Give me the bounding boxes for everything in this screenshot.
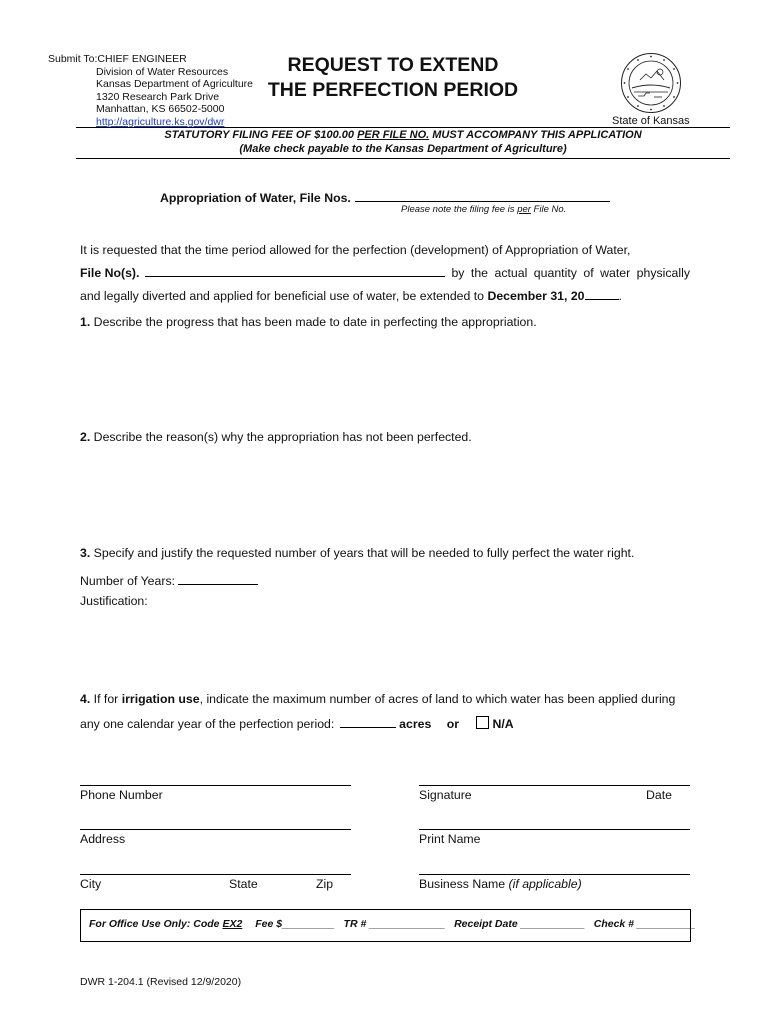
fee-payable-note: (Make check payable to the Kansas Department of Agriculture) [239, 142, 567, 155]
note-text-end: File No. [530, 204, 567, 215]
q4-line-2: any one calendar year of the perfection period: [80, 717, 335, 731]
years-label: Number of Years: [80, 574, 176, 588]
office-receipt-date: Receipt Date ___________ [454, 918, 585, 930]
signature-label: Signature [419, 788, 472, 802]
q3-text: Specify and justify the requested number of years that will be needed to fully perfect the water right. [90, 546, 635, 560]
form-title [262, 53, 524, 103]
address-line: Division of Water Resources [96, 65, 229, 78]
city-label: City [80, 877, 102, 891]
address-line-field[interactable] [80, 829, 351, 830]
business-name-note: (if applicable) [508, 877, 582, 891]
request-text-1: It is requested that the time period allowed for the perfection (development) of Appropriation of Water, [80, 243, 631, 257]
acres-label: acres [399, 717, 432, 731]
na-option[interactable] [476, 717, 513, 731]
mailing-address [48, 53, 253, 129]
code-value: EX2 [222, 918, 243, 930]
state-field-label: State [229, 877, 258, 891]
period: . [618, 289, 622, 303]
appropriation-file-nos [160, 189, 610, 205]
fee-per-file: PER FILE NO. [357, 129, 430, 141]
note-text: Please note the filing fee is [401, 204, 518, 215]
acres-row [80, 715, 514, 731]
addressee: CHIEF ENGINEER [97, 53, 187, 65]
print-name-line[interactable] [419, 829, 690, 830]
q1-answer-area[interactable] [80, 335, 690, 425]
file-nos-inline-field[interactable] [145, 264, 445, 277]
q4-irrigation: irrigation use [121, 692, 200, 706]
office-use-box [80, 909, 696, 942]
date-label: Date [646, 788, 672, 802]
years-field[interactable] [178, 572, 258, 585]
or-label: or [446, 717, 460, 731]
year-field[interactable] [585, 287, 619, 300]
office-use-label: For Office Use Only [89, 918, 187, 930]
header-rule-top [76, 127, 730, 128]
print-name-label: Print Name [419, 832, 481, 846]
q4-text-end: , indicate the maximum number of acres of land to which water has been applied during [199, 692, 676, 706]
justification-answer-area[interactable] [80, 612, 690, 682]
kansas-state-seal-icon [620, 52, 682, 114]
zip-label: Zip [316, 877, 334, 891]
address-line: Kansas Department of Agriculture [96, 78, 253, 91]
na-label: N/A [492, 717, 514, 731]
code-label: : Code [186, 918, 223, 930]
q4-text: If for [90, 692, 122, 706]
request-text-3: and legally diverted and applied for beneficial use of water, be extended to [80, 289, 488, 303]
q1-text: Describe the progress that has been made to date in perfecting the appropriation. [90, 315, 537, 329]
file-nos-label: File No(s). [80, 266, 140, 280]
q3-number: 3. [80, 546, 91, 560]
signature-line[interactable] [419, 785, 690, 786]
address-line: 1320 Research Park Drive [96, 90, 220, 103]
december-date-label: December 31, 20 [487, 289, 585, 303]
filing-fee-notice [76, 129, 730, 156]
question-2 [80, 430, 472, 444]
header-rule-bottom [76, 158, 730, 159]
appropriation-label: Appropriation of Water, File Nos. [160, 191, 351, 205]
dwr-website-link[interactable]: http://agriculture.ks.gov/dwr [96, 115, 225, 128]
state-label: State of Kansas [612, 115, 690, 127]
phone-line[interactable] [80, 785, 351, 786]
question-3 [80, 546, 634, 560]
request-text-2: by the actual quantity of water physically [451, 266, 690, 280]
q1-number: 1. [80, 315, 91, 329]
note-per: per [517, 204, 531, 215]
q2-answer-area[interactable] [80, 450, 690, 540]
office-fee: Fee $_________ [255, 918, 335, 930]
city-state-zip-line[interactable] [80, 874, 351, 875]
address-line: Manhattan, KS 66502-5000 [96, 103, 225, 116]
form-footer: DWR 1-204.1 (Revised 12/9/2020) [80, 976, 242, 988]
years-row [80, 572, 258, 588]
office-tr: TR # _____________ [343, 918, 446, 930]
q4-number: 4. [80, 692, 91, 706]
question-1 [80, 315, 537, 329]
business-name-line[interactable] [419, 874, 690, 875]
address-label: Address [80, 832, 126, 846]
office-check: Check # __________ [593, 918, 696, 930]
justification-label: Justification: [80, 594, 148, 608]
q2-text: Describe the reason(s) why the appropriation has not been perfected. [90, 430, 472, 444]
business-name-label [419, 877, 582, 891]
fee-text-end: MUST ACCOMPANY THIS APPLICATION [429, 129, 642, 141]
fee-text: STATUTORY FILING FEE OF $100.00 [164, 129, 358, 141]
na-checkbox[interactable] [476, 716, 489, 729]
phone-label: Phone Number [80, 788, 163, 802]
q2-number: 2. [80, 430, 91, 444]
business-name-text: Business Name [419, 877, 509, 891]
request-paragraph [80, 239, 690, 308]
question-4 [80, 692, 675, 706]
acres-field[interactable] [340, 715, 396, 728]
submit-to-label: Submit To: [48, 53, 98, 65]
file-nos-field[interactable] [355, 189, 610, 202]
title-line-2: THE PERFECTION PERIOD [267, 79, 519, 101]
title-line-1: REQUEST TO EXTEND [287, 54, 499, 76]
filing-fee-note [401, 204, 566, 215]
